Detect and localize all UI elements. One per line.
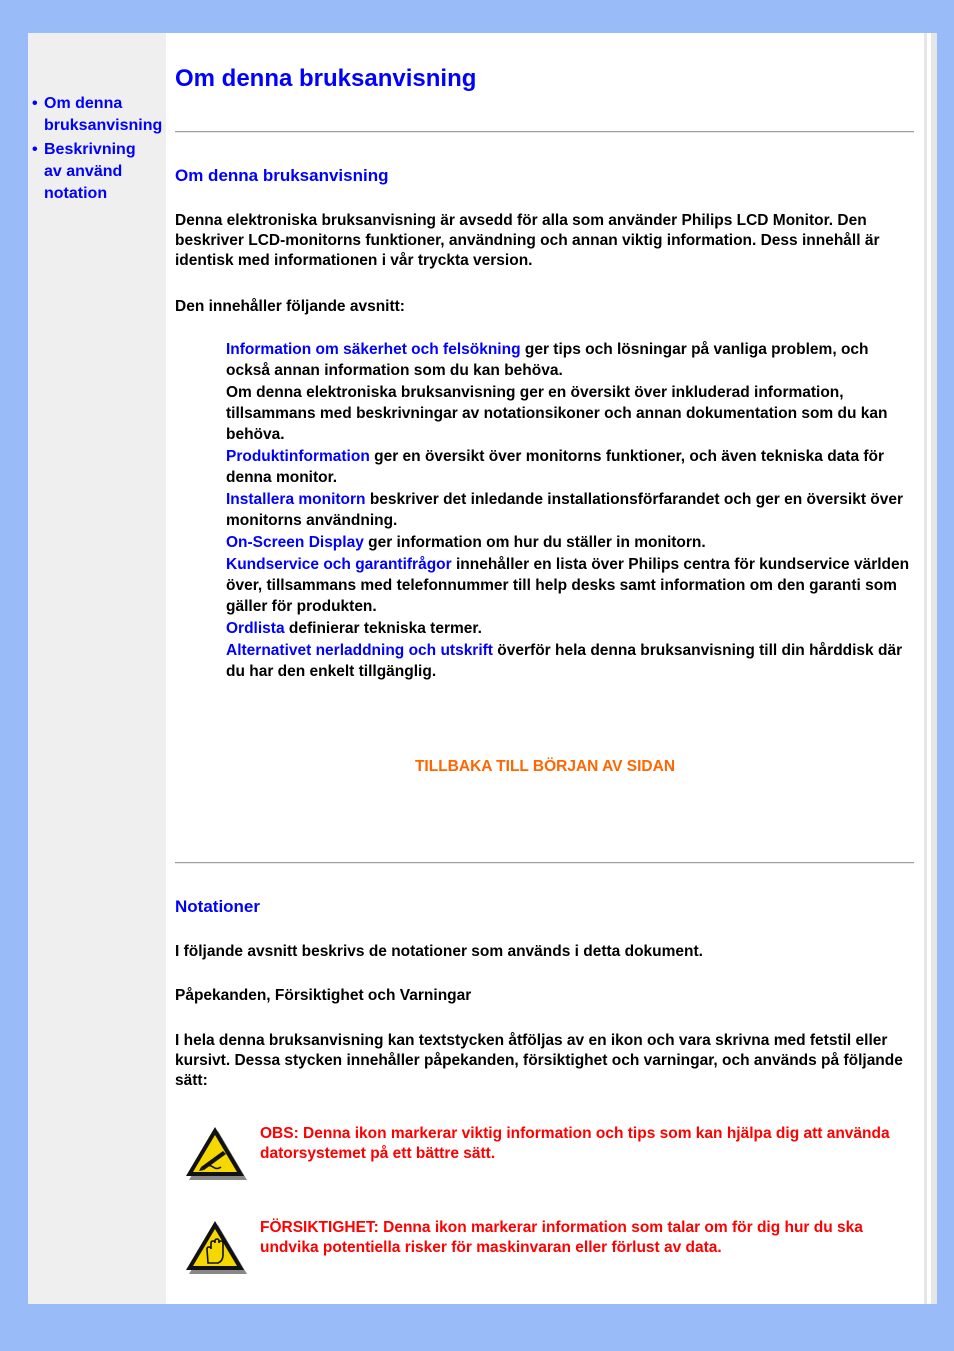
contains-paragraph: Den innehåller följande avsnitt: bbox=[175, 298, 405, 315]
item-text: överför hela denna bruksanvisning till din hårddisk där du har den enkelt tillgänglig. bbox=[226, 642, 903, 680]
page-frame bbox=[28, 33, 937, 1304]
list-item bbox=[226, 446, 916, 488]
caution-text: FÖRSIKTIGHET: Denna ikon markerar information som talar om för dig hur du ska undvika potentiella risker för maskinvaran eller förlust av data. bbox=[260, 1219, 863, 1256]
list-item bbox=[226, 532, 916, 553]
link-install[interactable]: Installera monitorn bbox=[226, 491, 366, 508]
page-title: Om denna bruksanvisning bbox=[175, 65, 477, 92]
list-item bbox=[226, 489, 916, 531]
right-edge-line bbox=[927, 33, 931, 1304]
divider bbox=[175, 131, 914, 133]
sidebar bbox=[28, 33, 166, 1304]
back-to-top-link[interactable]: TILLBAKA TILL BÖRJAN AV SIDAN bbox=[414, 758, 676, 775]
item-text: Om denna elektroniska bruksanvisning ger en översikt över inkluderad information, tillsammans med beskrivningar av notationsikoner och annan dokumentation som du kan behöva. bbox=[226, 384, 888, 443]
notation-description: I hela denna bruksanvisning kan textstycken åtföljas av en ikon och vara skrivna med fetstil eller kursivt. Dessa stycken innehåller påpekanden, försiktighet och varningar, och används på följande sätt: bbox=[175, 1032, 903, 1089]
sidebar-link-line[interactable]: Om denna bbox=[44, 95, 123, 112]
intro-paragraph: Denna elektroniska bruksanvisning är avsedd för alla som använder Philips LCD Monitor. Den beskriver LCD-monitorns funktioner, användning och annan viktig information. Dess innehåll är identisk med informationen i vår tryckta version. bbox=[175, 212, 880, 269]
list-item bbox=[226, 640, 916, 682]
bullet: • bbox=[32, 95, 38, 112]
sidebar-item-about[interactable] bbox=[32, 93, 162, 137]
item-text: ger tips och lösningar på vanliga problem, och också annan information som du kan behöva. bbox=[226, 341, 869, 379]
link-glossary[interactable]: Ordlista bbox=[226, 620, 285, 637]
bullet: • bbox=[32, 141, 38, 158]
list-item bbox=[226, 382, 916, 445]
sidebar-link-line[interactable]: Beskrivning bbox=[44, 141, 136, 158]
link-customer-care[interactable]: Kundservice och garantifrågor bbox=[226, 556, 452, 573]
right-scroll-edge bbox=[924, 33, 937, 1304]
note-text: OBS: Denna ikon markerar viktig information och tips som kan hjälpa dig att använda datorsystemet på ett bättre sätt. bbox=[260, 1125, 890, 1162]
item-text: innehåller en lista över Philips centra för kundservice världen över, tillsammans med telefonnummer till help desks samt information om den garanti som gäller för produkten. bbox=[226, 556, 910, 615]
caution-hand-warning-icon bbox=[183, 1217, 247, 1275]
back-to-top bbox=[175, 758, 915, 776]
sidebar-link-line[interactable]: notation bbox=[44, 185, 108, 202]
notation-subheading: Påpekanden, Försiktighet och Varningar bbox=[175, 987, 472, 1004]
section-list bbox=[226, 339, 916, 683]
item-text: ger en översikt över monitorns funktioner, och även tekniska data för denna monitor. bbox=[226, 448, 885, 486]
link-safety[interactable]: Information om säkerhet och felsökning bbox=[226, 341, 521, 358]
sidebar-item-notation[interactable] bbox=[32, 139, 136, 205]
sidebar-link-line[interactable]: bruksanvisning bbox=[44, 117, 163, 134]
section-heading-about: Om denna bruksanvisning bbox=[175, 166, 389, 185]
list-item bbox=[226, 554, 916, 617]
link-product-info[interactable]: Produktinformation bbox=[226, 448, 370, 465]
item-text: ger information om hur du ställer in monitorn. bbox=[363, 534, 706, 551]
list-item bbox=[226, 618, 916, 639]
notation-paragraph: I följande avsnitt beskrivs de notationer som används i detta dokument. bbox=[175, 943, 703, 960]
list-item bbox=[226, 339, 916, 381]
sidebar-link-line[interactable]: av använd bbox=[44, 163, 123, 180]
divider bbox=[175, 862, 914, 864]
link-download[interactable]: Alternativet nerladdning och utskrift bbox=[226, 642, 493, 659]
item-text: definierar tekniska termer. bbox=[284, 620, 482, 637]
link-osd[interactable]: On-Screen Display bbox=[226, 534, 364, 551]
note-pencil-warning-icon bbox=[183, 1123, 247, 1181]
item-text: beskriver det inledande installationsförfarandet och ger en översikt över monitorns användning. bbox=[226, 491, 904, 529]
section-heading-notation: Notationer bbox=[175, 897, 260, 916]
